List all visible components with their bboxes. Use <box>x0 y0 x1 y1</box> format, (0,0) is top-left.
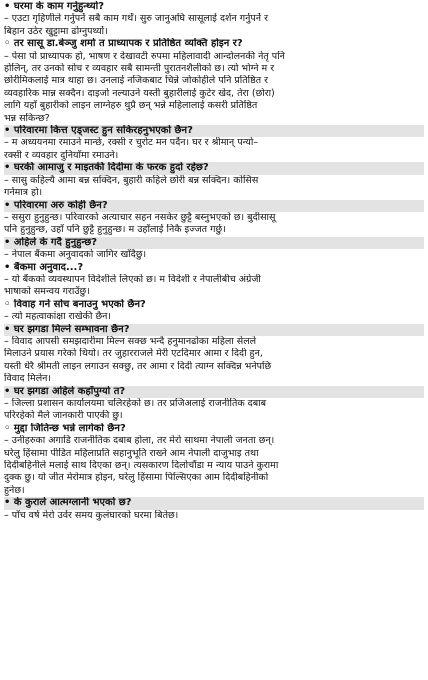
question-line: ◦ मुद्दा जितिन्छ भन्ने लागेको छैन? <box>4 422 126 434</box>
answer-line: – नेपाल बैंकमा अनुवादको जागिर खाँदैछु। <box>4 249 147 261</box>
answer-line: – जिल्ला प्रशासन कार्यालयमा चलिरहेको छ। तर प्रजिअलाई राजनीतिक दबाब <box>4 398 267 409</box>
answer-line: यस्ती धेरै श्रीमती लाइन लगाउन सक्छु, तर आमा र दिदी त्याग्न सक्दिन्न भनेपछि <box>4 360 272 372</box>
question-line: • परिवारमा कित्त एड्जस्ट हुन सकिरहनुभएको छैन? <box>4 125 424 137</box>
answer-line: – पाँच वर्ष मेरो उर्वर समय कुलंघारको घरमा बितेछ। <box>4 509 179 521</box>
question-line: • बैंकमा अनुवाद...? <box>4 261 84 273</box>
answer-line: भाषाको समन्वय गराउँछु। <box>4 286 90 298</box>
answer-line: भन्न सकिन्छ? <box>4 112 50 124</box>
question-line: • घर झगडा मिल्ने सम्भावना छैन? <box>4 324 424 336</box>
answer-line: – त्यो महत्वाकांक्षा राखेकी छैन। <box>4 311 111 323</box>
answer-line: पनि हुनुहुन्छ, उहाँ पनि छुट्टै हुनुहुन्छ। म उहाँलाई निकै इज्जत गर्छु। <box>4 224 226 236</box>
question-line: • घरमा के काम गर्नुहुन्थ्यो? <box>4 1 105 12</box>
answer-line: होलिन्, तर उनको सोच र व्यवहार सबै सामन्ती पुरातनशैलीको छ। त्यो भोग्ने म र <box>4 63 275 75</box>
answer-line: गर्नमात्र हो। <box>4 187 43 199</box>
answer-line: – उनीहरुका अगाडि राजनीतिक दबाब होला, तर मेरो साथमा नेपाली जनता छन्। <box>4 435 275 447</box>
answer-line: हुनेछ। <box>4 484 25 496</box>
question-line: • घर झगडा अहिले कहाँपुग्यो त? <box>4 386 424 398</box>
answer-line: – सासु कहिल्यै आमा बन्न सक्दिन, बुहारी कहिले छोरी बन्न सक्दिन। कोसिस <box>4 174 259 186</box>
answer-line: दिदीबहिनीले मलाई साथ दिएका छन्। त्यसकारण दिलोचौंडा म न्याय पाउने कुरामा <box>4 460 279 472</box>
question-line: • घरकी आमाजु र माइतकी दिदीमा के फरक हुदो रहेछ? <box>4 162 424 174</box>
answer-line: लागि यहाँ बुहारीको लाइन लाग्नेहरु थुप्रै छन् भन्ने महिलालाई कसरी प्रतिष्ठित <box>4 100 258 112</box>
question-line: ◦ तर सासू डा.बेञ्जु शर्मा त प्राध्यापक र प्रतिष्ठित व्यक्ति होइन र? <box>4 38 243 50</box>
answer-line: दुक्क छु। यो जीत मेरोमात्र होइन, घरेलु हिंसामा पिल्सिएका आम दिदीबहिनीको <box>4 472 269 484</box>
question-line: • के कुराले आत्मग्लानी भएको छ? <box>4 497 424 509</box>
answer-line: – ससुरा हुनुहुन्छ। परिवारको अत्याचार सहन नसकेर छुट्टै बस्नुभएको छ। बुदीसासू <box>4 211 276 223</box>
answer-line: – म अध्ययनमा रमाउने मान्छे, रक्सी र चुरोट मन पर्दैन। घर र श्रीमान् पन्यो– <box>4 137 259 149</box>
answer-line: – पेसा पो प्राध्यापक हो, भाषण र देखावटी रुपमा महिलावादी आन्दोलनकी नेतृ पनि <box>4 50 285 62</box>
question-line: • परिवारमा अरु कोही छैन? <box>4 200 424 212</box>
answer-line: व्यवहारिक मान्न सक्दैन। दाइजो नल्याउने यस्ती बुहारीलाई कुटेर खेद, तेरा (छोरा) <box>4 87 275 99</box>
answer-line: – यो बैंकको व्यवस्थापन विदेशीले लिएको छ। म विदेशी र नेपालीबीच अंग्रेजी <box>4 273 261 285</box>
answer-line: बिहान उठेर खुट्टामा ढोग्नुपर्थ्यो। <box>4 25 108 37</box>
question-line: • अहिले के गर्दै हुनुहुन्छ? <box>4 237 424 249</box>
question-line: ◦ विवाह गर्ने सोच बनाउनु भएको छैन? <box>4 298 146 310</box>
answer-line: परिरहेको मैले जानकारी पाएकी छु। <box>4 410 123 422</box>
answer-line: छोरीमिकलाई मात्र थाहा छ। उनलाई नजिकबाट चिन्ने जोकोहीले पनि प्रतिष्ठित र <box>4 75 269 87</box>
answer-line: विवाद मिलेन। <box>4 373 52 385</box>
answer-line: रक्सी र व्यवहार दुनियाँमा रमाउने। <box>4 149 119 161</box>
answer-line: मिलाउने प्रयास गरेको थियो। तर जुहारराजले मेरी एटदिमार आमा र दिदी हुन, <box>4 348 263 360</box>
answer-line: घरेलु हिंसामा पीडित महिलाप्रति सहानुभूति राख्ने आम नेपाली दाजुभाइ तथा <box>4 447 259 459</box>
answer-line: – विवाद आपसी समझदारीमा मिल्न सक्छ भन्दै हनुमानढोका महिला सेलले <box>4 335 257 347</box>
answer-line: – एउटा गृहिणीले गर्नुपर्ने सबै काम गर्थें। सुरु जानुअघि सासूलाई दर्शन गर्नुपर्ने र <box>4 13 268 25</box>
